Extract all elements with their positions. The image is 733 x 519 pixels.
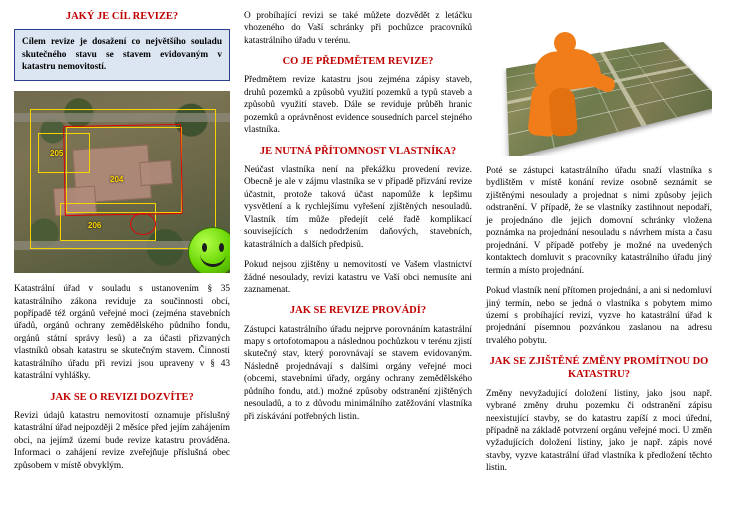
paragraph-leaflet-intro: O probíhající revizi se také můžete dozvědět z letáčku vhozeného do Vaší schránky při pochůzce pracovníků katastrálního úřadu v terénu. xyxy=(244,11,472,46)
paragraph-no-discrepancies: Pokud nejsou zjištěny u nemovitostí ve Vašem vlastnictví žádné nesoulady, revizi katastru ve Vaší obci nemusíte ani zaznamenat. xyxy=(244,260,472,295)
parcel-label-204: 204 xyxy=(110,175,124,185)
heading-changes-into-cadastre: JAK SE ZJIŠTĚNÉ ZMĚNY PROMÍTNOU DO KATASTRU? xyxy=(489,356,709,381)
heading-how-performed: JAK SE REVIZE PROVÁDÍ? xyxy=(289,305,427,317)
paragraph-written-invitation: Pokud vlastník není přítomen projednání, a ani si nedomluví jiný termín, nebo se jedná o vlastníka s pobytem mimo území s probíhající revizí, vyzve ho katastrální úřad k projednání písemnou pozvánkou zaslanou na adresu trvalého pobytu. xyxy=(486,286,712,346)
heading-subject-of-revision: CO JE PŘEDMĚTEM REVIZE? xyxy=(282,56,434,68)
three-column-layout xyxy=(14,10,719,511)
paragraph-procedure: Zástupci katastrálního úřadu nejprve porovnáním katastrální mapy s ortofotomapou a následnou pochůzkou v terénu zjistí skutečný stav, který porovnávají se stavem evidovaným. Následně projednávají s dalšími orgány veřejné moci (obcemi, stavebními úřady, orgány ochrany zemědělského půdního fondu, atd.) možné způsoby odstranění zjištěných nesouladů, a to z důvodu minimálního zatěžování vlastníka při získávání potřebných listin. xyxy=(244,324,472,422)
heading-how-to-learn: JAK SE O REVIZI DOZVÍTE? xyxy=(50,391,194,403)
red-highlight-polygon xyxy=(63,124,183,216)
aerial-orthophoto-image xyxy=(14,91,230,273)
surveyor-figure xyxy=(524,32,620,142)
callout-box-goal xyxy=(14,29,230,81)
surveyor-leg-front xyxy=(548,87,578,137)
green-smiley-icon xyxy=(188,227,230,273)
paragraph-subject: Předmětem revize katastru jsou zejména zápisy staveb, druhů pozemků a způsobů využití pozemků a typů staveb a způsobů využití staveb. Dále se reviduje průběh hranic pozemků a oprávněnost evidence sousedních parcel stejného vlastníka. xyxy=(244,75,472,136)
paragraph-documents: Změny nevyžadující doložení listiny, jako jsou např. vybrané změny druhu pozemku či odstranění zápisu neexistující stavby, se do katastru zapíší z moci úřední, případně na základě potvrzení orgánu veřejné moci. U změn vyžadujících doložení listiny, jako je např. zápis nové stavby, vyzve katastrální úřad vlastníka k předložení těchto listin. xyxy=(486,388,712,474)
column-left xyxy=(14,10,230,511)
red-highlight-circle xyxy=(130,213,156,235)
heading-goal-of-revision: JAKÝ JE CÍL REVIZE? xyxy=(65,11,179,22)
callout-text: Cílem revize je dosažení co největšího souladu skutečného stavu se stavem evidovaným v katastru nemovitostí. xyxy=(22,37,222,73)
paragraph-owner-presence: Neúčast vlastníka není na překážku provedení revize. Obecně je ale v zájmu vlastníka se v případě přizvání revize účastnit, protože taková účast napomůže k lepšimu vysvětlení a k rychlejšímu vyřešení zjištěných nesouladů. Vlastník tím může předejít celé řadě komplikací souvisejících s nedodržením daňových, stavebních, katastrálních a dalších předpisů. xyxy=(244,164,472,250)
column-right xyxy=(486,10,712,511)
paragraph-legal-basis: Katastrální úřad v souladu s ustanovením § 35 katastrálního zákona reviduje za součinnosti obcí, popřípadě též orgánů veřejné moci (zejména stavebních úřadů, orgánů ochrany zemědělského půdního fondu, orgánů státní správy lesů) a za účasti přizvaných vlastníků obsah katastru se skutečným stavem. Činnosti katastrálního úřadu při revizi jsou upraveny v § 43 katastrální vyhlášky. xyxy=(14,284,230,382)
parcel-label-206: 206 xyxy=(88,221,102,231)
column-middle xyxy=(244,10,472,511)
parcel-label-205: 205 xyxy=(50,149,64,159)
heading-owner-presence: JE NUTNÁ PŘÍTOMNOST VLASTNÍKA? xyxy=(259,145,457,157)
smiley-mouth xyxy=(200,250,226,267)
surveyor-illustration xyxy=(486,10,712,156)
paragraph-personal-meeting: Poté se zástupci katastrálního úřadu snaží vlastníka s bydlištěm v místě konání revize osobně seznámit se zjištěnými nesoulady a projednat s nimi způsoby jejich odstranění. V případě, že se vlastníky zastihnout nepodaří, je projednáno dle jejich domovní schránky vložena poznámka na projednání nesouladu s návrhem místa a času projednání. V případě potřeby je možné na uvedených kontaktech domluvit s pracovníky katastrálního úřadu jiný termín a místo projednání. xyxy=(486,166,712,276)
paragraph-notification: Revizi údajů katastru nemovitostí oznamuje příslušný katastrální úřad nejpozději 2 měsíce před jejím zahájením obci, na jejímž území bude revize katastru prováděna. Informaci o zahájení revize zveřejňuje příslušná obec způsobem v místě obvyklým. xyxy=(14,410,230,471)
